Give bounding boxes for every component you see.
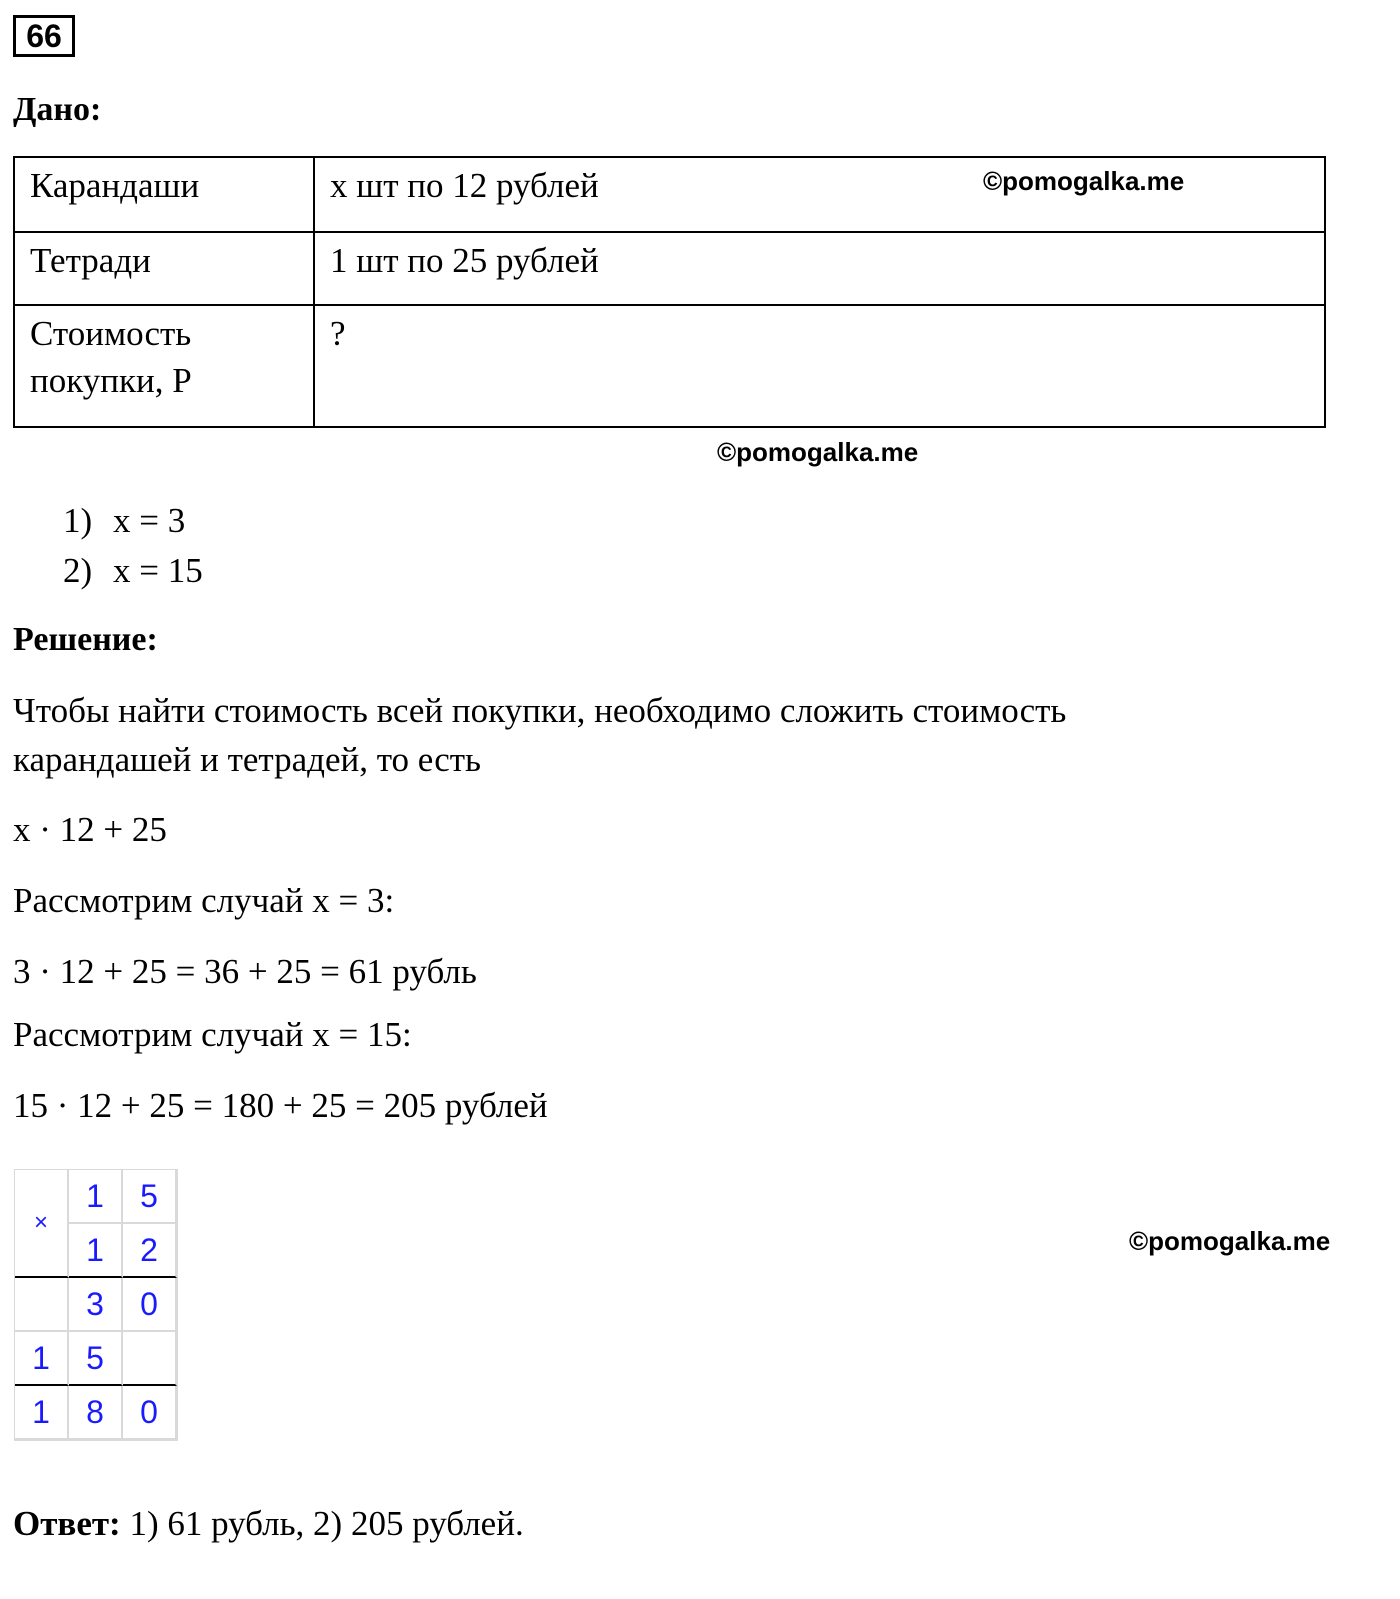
given-value-notebooks: 1 шт по 25 рублей xyxy=(314,232,1325,305)
answer-text: 1) 61 рубль, 2) 205 рублей. xyxy=(129,1504,524,1543)
watermark: ©pomogalka.me xyxy=(1129,1226,1331,1256)
table-row xyxy=(14,305,1325,427)
table-row xyxy=(14,232,1325,305)
digit-cell: 1 xyxy=(69,1170,123,1224)
given-label-pencils: Карандаши xyxy=(14,157,314,232)
explanation-line-1: Чтобы найти стоимость всей покупки, необходимо сложить стоимость xyxy=(13,691,1067,730)
digit-cell: 1 xyxy=(15,1386,69,1440)
explanation-line-2: карандашей и тетрадей, то есть xyxy=(13,740,482,779)
given-value-total: ? xyxy=(314,305,1325,427)
column-multiplication xyxy=(14,1169,178,1441)
given-table xyxy=(13,156,1326,428)
answer-label: Ответ: xyxy=(13,1504,121,1543)
list-item xyxy=(63,496,203,546)
condition-number: 2) xyxy=(63,551,93,590)
given-label-total-line1: Стоимость xyxy=(30,314,192,353)
digit-cell: 8 xyxy=(69,1386,123,1440)
watermark: ©pomogalka.me xyxy=(983,166,1185,196)
digit-cell xyxy=(123,1332,177,1386)
table-row xyxy=(15,1170,177,1224)
case1-label: Рассмотрим случай x = 3: xyxy=(13,881,395,920)
case1-calculation: 3 · 12 + 25 = 36 + 25 = 61 рубль xyxy=(13,952,477,991)
watermark: ©pomogalka.me xyxy=(717,437,919,467)
given-label-notebooks: Тетради xyxy=(14,232,314,305)
multiplication-sign: × xyxy=(15,1170,69,1278)
case2-calculation: 15 · 12 + 25 = 180 + 25 = 205 рублей xyxy=(13,1086,548,1125)
table-row xyxy=(15,1278,177,1332)
digit-cell: 3 xyxy=(69,1278,123,1332)
digit-cell: 1 xyxy=(69,1224,123,1278)
digit-cell: 1 xyxy=(15,1332,69,1386)
condition-text: x = 3 xyxy=(113,501,186,540)
digit-cell: 2 xyxy=(123,1224,177,1278)
table-row xyxy=(15,1332,177,1386)
problem-number: 66 xyxy=(13,15,75,57)
solution-heading: Решение: xyxy=(13,621,158,658)
answer xyxy=(13,1503,524,1545)
digit-cell: 0 xyxy=(123,1278,177,1332)
given-heading: Дано: xyxy=(13,91,102,128)
list-item xyxy=(63,546,203,596)
digit-cell xyxy=(15,1278,69,1332)
table-row xyxy=(15,1386,177,1440)
given-label-total-line2: покупки, P xyxy=(30,361,192,400)
digit-cell: 0 xyxy=(123,1386,177,1440)
digit-cell: 5 xyxy=(123,1170,177,1224)
digit-cell: 5 xyxy=(69,1332,123,1386)
given-value-pencils: x шт по 12 рублей xyxy=(314,157,1325,232)
case2-label: Рассмотрим случай x = 15: xyxy=(13,1015,412,1054)
condition-text: x = 15 xyxy=(113,551,203,590)
condition-number: 1) xyxy=(63,501,93,540)
formula: x · 12 + 25 xyxy=(13,810,167,849)
given-label-total xyxy=(14,305,314,427)
conditions-list xyxy=(63,496,203,596)
